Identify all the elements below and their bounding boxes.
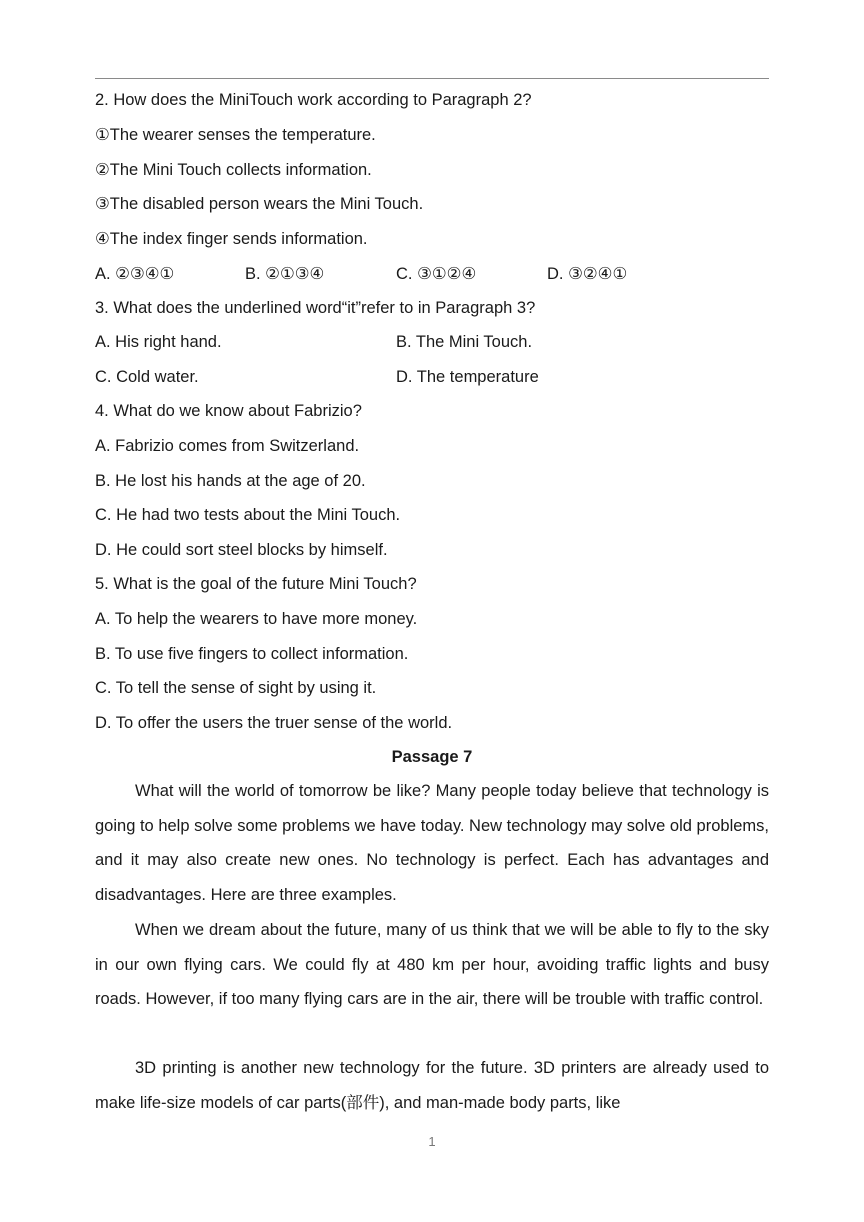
header-rule <box>95 78 769 79</box>
question-2-statement-4: ④The index finger sends information. <box>95 230 368 248</box>
question-2-option-c: C. ③①②④ <box>396 265 477 283</box>
question-4-option-a: A. Fabrizio comes from Switzerland. <box>95 437 360 455</box>
question-3-options-row-2 <box>95 367 769 387</box>
question-3-option-d: D. The temperature <box>396 368 539 386</box>
question-2-option-a: A. ②③④① <box>95 265 175 283</box>
question-4-option-d: D. He could sort steel blocks by himself. <box>95 541 388 559</box>
question-4-option-c: C. He had two tests about the Mini Touch. <box>95 506 401 524</box>
question-2-options <box>95 264 769 284</box>
question-3-option-c: C. Cold water. <box>95 368 199 386</box>
passage-paragraph-2: When we dream about the future, many of us think that we will be able to fly to the sky in our own flying cars. We could fly at 480 km per hour, avoiding traffic lights and busy roads. However, if too many flying cars are in the air, there will be trouble with traffic control. <box>95 921 769 1009</box>
question-3-option-a: A. His right hand. <box>95 333 222 351</box>
question-5-stem: 5. What is the goal of the future Mini Touch? <box>95 575 417 593</box>
question-4-option-b: B. He lost his hands at the age of 20. <box>95 472 366 490</box>
question-2-stem: 2. How does the MiniTouch work according to Paragraph 2? <box>95 91 532 109</box>
question-5-option-d: D. To offer the users the truer sense of the world. <box>95 714 453 732</box>
question-5-option-c: C. To tell the sense of sight by using it. <box>95 679 377 697</box>
passage-paragraph-1: What will the world of tomorrow be like? Many people today believe that technology is going to help solve some problems we have today. New technology may solve old problems, and it may also create new ones. No technology is perfect. Each has advantages and disadvantages. Here are three examples. <box>95 782 769 904</box>
question-3-option-b: B. The Mini Touch. <box>396 333 533 351</box>
question-5-option-a: A. To help the wearers to have more money. <box>95 610 418 628</box>
question-4-stem: 4. What do we know about Fabrizio? <box>95 402 362 420</box>
question-5-option-b: B. To use five fingers to collect information. <box>95 645 409 663</box>
page-number: 1 <box>428 1134 436 1149</box>
question-2-statement-1: ①The wearer senses the temperature. <box>95 126 376 144</box>
question-3-options-row-1 <box>95 332 769 352</box>
passage-title: Passage 7 <box>391 748 473 766</box>
question-2-option-d: D. ③②④① <box>547 265 628 283</box>
question-2-option-b: B. ②①③④ <box>245 265 325 283</box>
question-3-stem: 3. What does the underlined word“it”refer to in Paragraph 3? <box>95 299 536 317</box>
passage-paragraph-3: 3D printing is another new technology for the future. 3D printers are already used to make life-size models of car parts(部件), and man-made body parts, like <box>95 1059 769 1112</box>
question-2-statement-2: ②The Mini Touch collects information. <box>95 161 372 179</box>
question-2-statement-3: ③The disabled person wears the Mini Touch. <box>95 195 424 213</box>
